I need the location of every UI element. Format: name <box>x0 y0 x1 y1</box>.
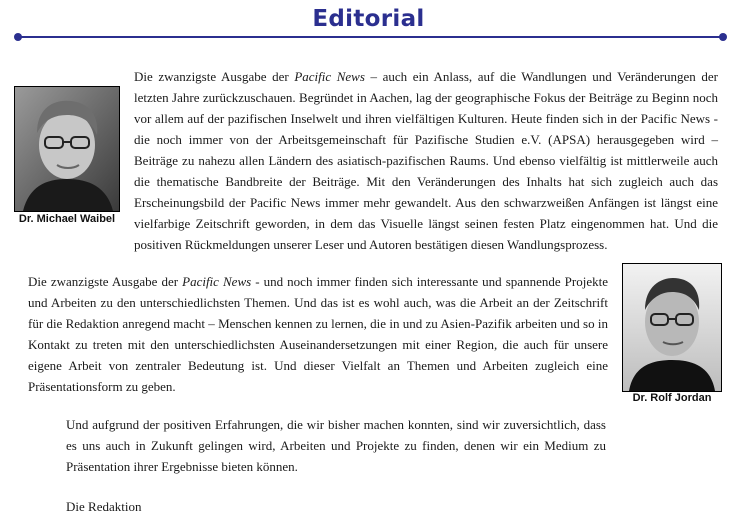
paragraph-text: - und noch immer finden sich interessante und spannende Projekte und Arbeiten zu den unterschiedlichsten Themen. Und das ist es wohl auch, was die Arbeit an der Zeitschrift für die Redaktion anregend macht – Menschen kennen zu lernen, die in und zu Asien-Pazifik arbeiten und so in Kontakt zu treten mit den unterschiedlichsten Auseinandersetzungen mit einer Region, die auch für unsere eigene Arbeit von zentraler Bedeutung ist. Und dieser Vielfalt an Themen und Arbeiten zugleich eine Präsentationsform zu geben. <box>28 274 608 394</box>
publication-name: Pacific News <box>182 274 252 289</box>
title-divider <box>17 36 724 38</box>
portrait-photo-waibel <box>14 86 120 212</box>
portrait-photo-jordan <box>622 263 722 392</box>
signature: Die Redaktion <box>66 499 142 514</box>
editorial-paragraph-1 <box>134 66 718 255</box>
photo-caption: Dr. Michael Waibel <box>18 213 116 225</box>
photo-caption: Dr. Rolf Jordan <box>632 392 712 404</box>
paragraph-text: Die zwanzigste Ausgabe der <box>134 69 295 84</box>
divider-left-dot <box>14 33 22 41</box>
publication-name: Pacific News <box>294 69 365 84</box>
divider-right-dot <box>719 33 727 41</box>
paragraph-text: Die zwanzigste Ausgabe der <box>28 274 183 289</box>
paragraph-text: – auch ein Anlass, auf die Wandlungen und Veränderungen der letzten Jahre zurückzuschauen. Begründet in Aachen, lag der geographische Fokus der Beiträge zu Beginn noch vor allem auf der pazifischen Inselwelt und ihren vielfältigen Kulturen. Heute finden sich in der Pacific News - die noch immer von der Arbeitsgemeinschaft für Pazifische Studien e.V. (APSA) herausgegeben wird – Beiträge zu nahezu allen Ländern des asiatisch-pazifischen Raums. Und ebenso vielfältig ist mittlerweile auch die thematische Bandbreite der Beiträge. Mit den Veränderungen des Inhalts hat sich zugleich auch das Erscheinungsbild der Pacific News immer mehr gewandelt. Aus den schwarzweißen Anfängen ist längst eine vielfarbige Zeitschrift geworden, in dem das Visuelle längst seinen festen Platz eingenommen hat. Und die positiven Rückmeldungen unserer Leser und Autoren bestätigen diesen Wandlungsprozess. <box>134 69 718 252</box>
page-title: Editorial <box>312 6 425 32</box>
editorial-paragraph-3: Und aufgrund der positiven Erfahrungen, die wir bisher machen konnten, sind wir zuversichtlich, dass es uns auch in Zukunft gelingen wird, Arbeiten und Projekte zu finden, denen wir ein Medium zu Präsentation ihrer Ergebnisse bieten können. <box>66 417 606 474</box>
editorial-paragraph-2 <box>28 271 608 397</box>
